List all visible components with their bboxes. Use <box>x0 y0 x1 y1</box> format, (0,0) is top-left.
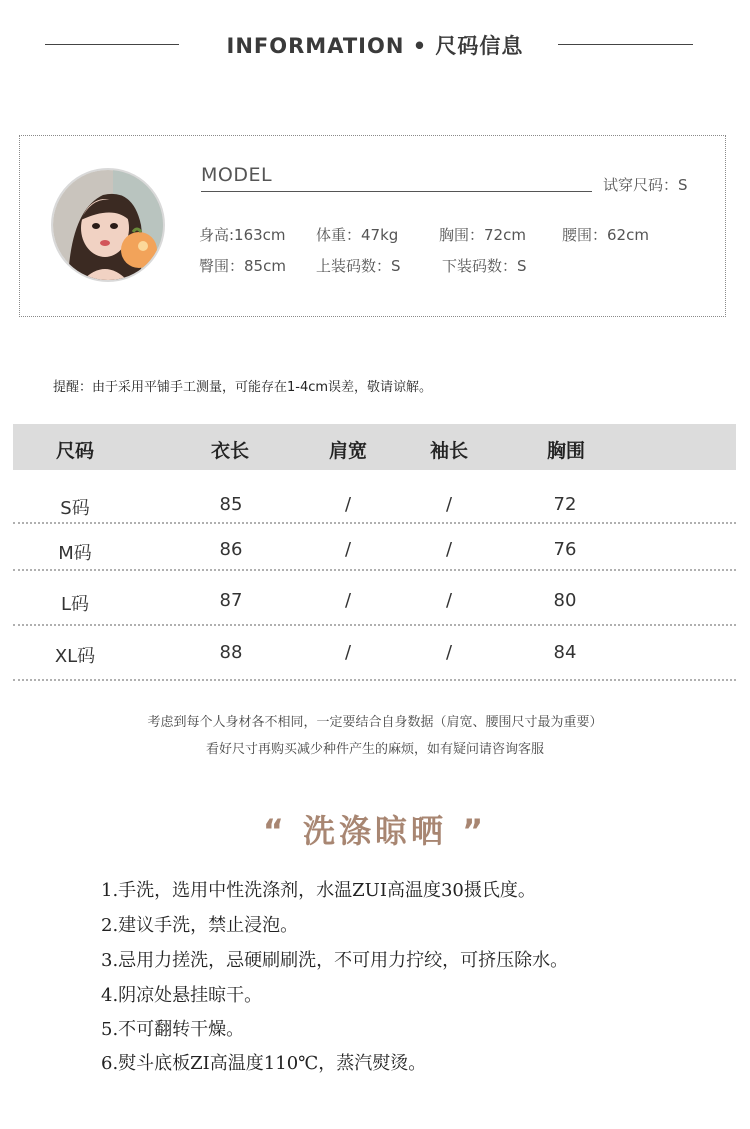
cell-length: 85 <box>219 494 243 515</box>
model-underline <box>201 191 592 192</box>
cell-sleeve: / <box>445 642 453 663</box>
cell-sleeve: / <box>445 590 453 611</box>
row-divider <box>13 569 736 571</box>
header-sleeve: 袖长 <box>429 440 469 462</box>
cell-bust: 76 <box>553 539 577 560</box>
cell-shoulder: / <box>344 494 352 515</box>
wash-instruction: 3.忌用力搓洗，忌硬刷刷洗，不可用力拧绞，可挤压除水。 <box>101 950 569 971</box>
model-hip: 臀围：85cm <box>199 257 286 275</box>
cell-bust: 84 <box>553 642 577 663</box>
cell-shoulder: / <box>344 642 352 663</box>
header-size: 尺码 <box>55 440 95 462</box>
header-length: 衣长 <box>210 440 250 462</box>
wash-instruction: 5.不可翻转干燥。 <box>101 1019 245 1040</box>
cell-bust: 72 <box>553 494 577 515</box>
wash-instruction: 6.熨斗底板ZI高温度110℃，蒸汽熨烫。 <box>101 1053 427 1074</box>
cell-size: S码 <box>60 498 90 519</box>
cell-shoulder: / <box>344 590 352 611</box>
cell-bust: 80 <box>553 590 577 611</box>
model-bust: 胸围：72cm <box>439 226 526 244</box>
cell-size: XL码 <box>54 646 96 667</box>
cell-size: M码 <box>58 543 92 564</box>
cell-length: 86 <box>219 539 243 560</box>
header-bust: 胸围 <box>546 440 586 462</box>
wash-section-title: “ 洗涤晾晒 ” <box>262 812 488 850</box>
size-table-header <box>13 424 736 470</box>
model-avatar <box>51 168 165 282</box>
model-info-card <box>19 135 726 317</box>
cell-length: 87 <box>219 590 243 611</box>
model-top-size: 上装码数：S <box>316 257 401 275</box>
model-waist: 腰围：62cm <box>562 226 649 244</box>
cell-sleeve: / <box>445 494 453 515</box>
try-size: 试穿尺码：S <box>603 176 688 194</box>
size-advice-line-2: 看好尺寸再购买减少种件产生的麻烦，如有疑问请咨询客服 <box>205 742 544 757</box>
model-photo-illustration <box>53 170 163 280</box>
cell-shoulder: / <box>344 539 352 560</box>
model-weight: 体重：47kg <box>316 226 399 244</box>
cell-sleeve: / <box>445 539 453 560</box>
wash-instruction: 4.阴凉处悬挂晾干。 <box>101 985 263 1006</box>
row-divider <box>13 522 736 524</box>
header-shoulder: 肩宽 <box>328 440 368 462</box>
page-title: INFORMATION • 尺码信息 <box>226 34 524 58</box>
model-label: MODEL <box>201 164 273 186</box>
model-bottom-size: 下装码数：S <box>442 257 527 275</box>
wash-instruction: 1.手洗，选用中性洗涤剂，水温ZUI高温度30摄氏度。 <box>101 880 536 901</box>
row-divider <box>13 679 736 681</box>
measurement-reminder: 提醒：由于采用平铺手工测量，可能存在1-4cm误差，敬请谅解。 <box>53 380 433 395</box>
cell-length: 88 <box>219 642 243 663</box>
size-advice-line-1: 考虑到每个人身材各不相同，一定要结合自身数据（肩宽、腰围尺寸最为重要） <box>147 715 603 730</box>
wash-instruction: 2.建议手洗，禁止浸泡。 <box>101 915 299 936</box>
model-height: 身高:163cm <box>199 226 286 244</box>
cell-size: L码 <box>60 594 90 615</box>
row-divider <box>13 624 736 626</box>
